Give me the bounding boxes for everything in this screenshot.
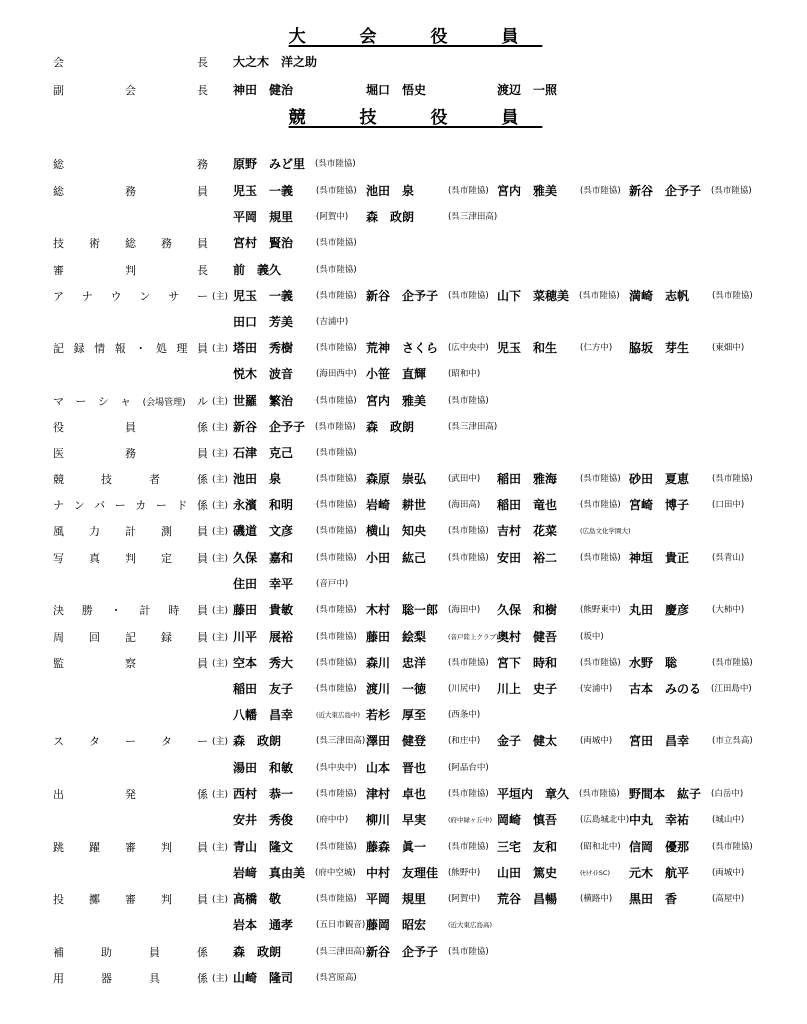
official-affiliation: (呉市陸協) (316, 684, 357, 694)
official-name: 宮下 時和 (497, 656, 558, 670)
official-row (0, 233, 807, 253)
official-affiliation: (呉市陸協) (448, 947, 489, 957)
official-name: 古本 みのる (629, 682, 702, 696)
official-name: 児玉 一義 (233, 184, 294, 198)
official-name: 森川 忠洋 (366, 656, 427, 670)
official-name: 岡崎 慎吾 (497, 813, 558, 827)
official-name: 神田 健治 (233, 83, 294, 97)
official-affiliation: (和庄中) (448, 736, 481, 746)
official-name: 木村 聡一郎 (366, 603, 439, 617)
official-row (0, 679, 807, 699)
official-row (0, 889, 807, 909)
role-label: 会 長 (53, 56, 208, 69)
official-name: 高橋 敬 (233, 892, 282, 906)
role-label: 審 判 長 (53, 264, 208, 277)
official-row (0, 364, 807, 384)
official-name: 八幡 昌幸 (233, 708, 294, 722)
chief-mark: (主) (212, 423, 229, 433)
official-row (0, 968, 807, 988)
official-name: 山下 菜穂美 (497, 289, 570, 303)
role-label: 役 員 係 (53, 421, 208, 434)
official-name: 池田 泉 (233, 472, 282, 486)
official-row (0, 391, 807, 411)
official-affiliation: (呉市陸協) (316, 894, 357, 904)
official-affiliation: (近大東広島中) (316, 711, 361, 719)
official-name: 森 政朗 (366, 420, 415, 434)
role-label: 風 力 計 測 員 (53, 525, 208, 538)
official-name: 新谷 企予子 (629, 184, 702, 198)
official-name: 新谷 企予子 (233, 420, 306, 434)
official-row (0, 154, 807, 174)
role-label: 決 勝 ・ 計 時 員 (53, 604, 208, 617)
role-label: 技 術 総 務 員 (53, 237, 208, 250)
official-name: 三宅 友和 (497, 840, 558, 854)
official-name: 原野 みど里 (233, 157, 306, 171)
official-name: 森原 崇弘 (366, 472, 427, 486)
chief-mark: (主) (212, 501, 229, 511)
official-affiliation: (呉市陸協) (448, 789, 489, 799)
official-row (0, 338, 807, 358)
official-name: 堀口 悟史 (366, 83, 427, 97)
official-name: 新谷 企予子 (366, 945, 439, 959)
official-name: 津村 卓也 (366, 787, 427, 801)
official-row (0, 758, 807, 778)
official-name: 森 政朗 (233, 734, 282, 748)
official-name: 水野 聡 (629, 656, 678, 670)
official-name: 稲田 雅海 (497, 472, 558, 486)
official-name: 神垣 貴正 (629, 551, 690, 565)
official-name: 金子 健太 (497, 734, 558, 748)
official-name: 若杉 厚至 (366, 708, 427, 722)
official-affiliation: (呉三津田高) (448, 212, 498, 222)
official-affiliation: (呉市陸協) (316, 291, 357, 301)
role-label: マ ー シ ャ (会場管理) ル (53, 395, 208, 408)
official-affiliation: (呉三津田高) (448, 422, 498, 432)
official-name: 池田 泉 (366, 184, 415, 198)
official-affiliation: (呉市陸協) (580, 474, 621, 484)
official-affiliation: (府中中) (316, 815, 349, 825)
official-row (0, 260, 807, 280)
official-affiliation: (五日市観音) (316, 920, 366, 930)
chief-mark: (主) (212, 344, 229, 354)
official-affiliation: (呉市陸協) (315, 422, 356, 432)
chief-mark: (主) (212, 895, 229, 905)
official-row (0, 942, 807, 962)
official-name: 新谷 企予子 (366, 289, 439, 303)
official-row (0, 837, 807, 857)
official-row (0, 181, 807, 201)
chief-mark: (主) (212, 397, 229, 407)
official-affiliation: (呉市陸協) (580, 500, 621, 510)
official-affiliation: (呉市陸協) (579, 789, 620, 799)
official-name: 森 政朗 (366, 210, 415, 224)
official-name: 奥村 健吾 (497, 630, 558, 644)
official-name: 青山 隆文 (233, 840, 294, 854)
official-name: 小笹 直輝 (366, 367, 427, 381)
role-label: 副 会 長 (53, 84, 208, 97)
official-row (0, 469, 807, 489)
official-affiliation: (江田島中) (711, 684, 752, 694)
official-affiliation: (呉市陸協) (316, 605, 357, 615)
official-name: 荒神 さくら (366, 341, 439, 355)
official-affiliation: (呉市陸協) (580, 658, 621, 668)
official-affiliation: (海田中) (448, 605, 481, 615)
official-affiliation: (呉市陸協) (580, 553, 621, 563)
official-name: 児玉 和生 (497, 341, 558, 355)
official-name: 中村 友理佳 (366, 866, 439, 880)
title-tournament-officers: 大 会 役 員 (288, 27, 543, 47)
official-affiliation: (呉市陸協) (579, 291, 620, 301)
official-name: 大之木 洋之助 (233, 55, 318, 69)
official-name: 山崎 隆司 (233, 971, 294, 985)
official-name: 元木 航平 (629, 866, 690, 880)
official-name: 湯田 和敏 (233, 761, 294, 775)
official-name: 藤田 絵梨 (366, 630, 427, 644)
official-name: 住田 幸平 (233, 577, 294, 591)
role-label: 総 務 員 (53, 185, 208, 198)
chief-mark: (主) (212, 843, 229, 853)
chief-mark: (主) (212, 527, 229, 537)
official-affiliation: (呉市陸協) (448, 553, 489, 563)
official-affiliation: (高屋中) (712, 894, 745, 904)
official-affiliation: (呉市陸協) (448, 526, 489, 536)
official-affiliation: (呉市陸協) (316, 265, 357, 275)
official-affiliation: (両城中) (712, 868, 745, 878)
official-affiliation: (呉市陸協) (316, 343, 357, 353)
chief-mark: (主) (212, 449, 229, 459)
official-affiliation: (口田中) (712, 500, 745, 510)
official-row (0, 705, 807, 725)
official-name: 宮田 昌幸 (629, 734, 690, 748)
official-row (0, 627, 807, 647)
official-affiliation: (熊野中) (448, 868, 481, 878)
official-name: 石津 克己 (233, 446, 294, 460)
official-name: 岩本 通孝 (233, 918, 294, 932)
official-name: 渡川 一徳 (366, 682, 427, 696)
official-name: 安田 裕二 (497, 551, 558, 565)
official-name: 藤森 眞一 (366, 840, 427, 854)
official-affiliation: (呉三津田高) (316, 736, 366, 746)
role-label: 医 務 員 (53, 447, 208, 460)
official-affiliation: (広島文化学園大) (580, 527, 631, 535)
official-affiliation: (呉三津田高) (316, 947, 366, 957)
official-affiliation: (音戸陸上クラブ) (448, 633, 499, 641)
official-name: 柳川 早実 (366, 813, 427, 827)
official-name: 小田 紘己 (366, 551, 427, 565)
official-affiliation: (仁方中) (580, 343, 613, 353)
official-affiliation: (呉市陸協) (316, 553, 357, 563)
official-affiliation: (呉市陸協) (448, 842, 489, 852)
official-affiliation: (吉浦中) (316, 317, 349, 327)
role-label: 総 務 (53, 158, 208, 171)
official-affiliation: (呉市陸協) (712, 658, 753, 668)
official-name: 宮内 雅美 (366, 394, 427, 408)
official-name: 黒田 香 (629, 892, 678, 906)
official-affiliation: (呉市陸協) (711, 186, 752, 196)
official-affiliation: (府中緑ヶ丘中) (448, 816, 493, 824)
official-affiliation: (呉宮原高) (316, 973, 357, 983)
chief-mark: (主) (212, 292, 229, 302)
official-name: 平垣内 章久 (497, 787, 570, 801)
official-affiliation: (呉市陸協) (316, 632, 357, 642)
official-row (0, 653, 807, 673)
official-row (0, 600, 807, 620)
role-label: 用 器 具 係 (53, 972, 208, 985)
official-affiliation: (呉市陸協) (448, 186, 489, 196)
official-name: 久保 和樹 (497, 603, 558, 617)
official-name: 空本 秀大 (233, 656, 294, 670)
official-name: 信岡 優那 (629, 840, 690, 854)
role-label: ア ナ ウ ン サ ー (53, 290, 208, 303)
official-row (0, 574, 807, 594)
official-affiliation: (呉市陸協) (712, 474, 753, 484)
official-affiliation: (呉市陸協) (580, 186, 621, 196)
role-label: 周 回 記 録 員 (53, 631, 208, 644)
chief-mark: (主) (212, 737, 229, 747)
official-name: 田口 芳美 (233, 315, 294, 329)
official-name: 前 義久 (233, 263, 282, 277)
official-name: 澤田 健登 (366, 734, 427, 748)
official-name: 山田 篤史 (497, 866, 558, 880)
official-affiliation: (呉市陸協) (448, 658, 489, 668)
official-affiliation: (安浦中) (580, 684, 613, 694)
official-name: 稲田 竜也 (497, 498, 558, 512)
chief-mark: (主) (212, 974, 229, 984)
official-name: 世羅 繁治 (233, 394, 294, 408)
official-affiliation: (呉市陸協) (316, 500, 357, 510)
official-row (0, 495, 807, 515)
official-name: 砂田 夏恵 (629, 472, 690, 486)
official-name: 平岡 規里 (366, 892, 427, 906)
official-affiliation: (海田高) (448, 500, 481, 510)
official-name: 磯道 文彦 (233, 524, 294, 538)
official-affiliation: (近大東広島高) (448, 921, 493, 929)
official-affiliation: (城山中) (712, 815, 745, 825)
official-row (0, 915, 807, 935)
official-name: 藤岡 昭宏 (366, 918, 427, 932)
role-label: 記 録 情 報 ・ 処 理 員 (53, 342, 208, 355)
chief-mark: (主) (212, 659, 229, 669)
official-affiliation: (阿賀中) (448, 894, 481, 904)
official-affiliation: (呉市陸協) (316, 448, 357, 458)
chief-mark: (主) (212, 475, 229, 485)
official-row (0, 312, 807, 332)
official-affiliation: (横路中) (580, 894, 613, 904)
official-name: 川平 展裕 (233, 630, 294, 644)
official-affiliation: (熊野東中) (580, 605, 621, 615)
official-affiliation: (海田西中) (316, 369, 357, 379)
official-name: 横山 知央 (366, 524, 427, 538)
official-affiliation: (昭和北中) (580, 842, 621, 852)
official-affiliation: (呉市陸協) (316, 396, 357, 406)
official-name: 児玉 一義 (233, 289, 294, 303)
official-name: 久保 嘉和 (233, 551, 294, 565)
role-label: ス タ ー タ ー (53, 735, 208, 748)
official-affiliation: (両城中) (580, 736, 613, 746)
official-affiliation: (昭和中) (448, 369, 481, 379)
official-affiliation: (白岳中) (711, 789, 744, 799)
official-affiliation: (ｾﾄﾅｲﾄSC) (580, 869, 610, 877)
title-technical-officials: 競 技 役 員 (288, 108, 543, 128)
official-affiliation: (西条中) (448, 710, 481, 720)
official-row (0, 863, 807, 883)
official-affiliation: (呉市陸協) (316, 526, 357, 536)
official-name: 宮村 賢治 (233, 236, 294, 250)
official-affiliation: (川尻中) (448, 684, 481, 694)
official-name: 岩崎 耕世 (366, 498, 427, 512)
official-name: 岩﨑 真由美 (233, 866, 306, 880)
official-row (0, 417, 807, 437)
official-name: 藤田 貴敏 (233, 603, 294, 617)
official-row (0, 521, 807, 541)
official-affiliation: (呉市陸協) (448, 396, 489, 406)
official-name: 平岡 規里 (233, 210, 294, 224)
official-name: 永濱 和明 (233, 498, 294, 512)
official-name: 安井 秀俊 (233, 813, 294, 827)
official-name: 西村 恭一 (233, 787, 294, 801)
official-affiliation: (呉市陸協) (712, 291, 753, 301)
official-row (0, 731, 807, 751)
official-affiliation: (呉市陸協) (316, 186, 357, 196)
official-affiliation: (武田中) (448, 474, 481, 484)
official-affiliation: (呉市陸協) (315, 159, 356, 169)
role-label: ナ ン バ ー カ ー ド 係 (53, 499, 208, 512)
official-row (0, 810, 807, 830)
official-affiliation: (呉市陸協) (316, 474, 357, 484)
role-label: 出 発 係 (53, 788, 208, 801)
official-name: 悦木 波音 (233, 367, 294, 381)
official-affiliation: (呉市陸協) (316, 842, 357, 852)
official-affiliation: (坂中) (580, 632, 604, 642)
role-label: 監 察 員 (53, 657, 208, 670)
official-row (0, 80, 807, 100)
official-name: 川上 史子 (497, 682, 558, 696)
chief-mark: (主) (212, 790, 229, 800)
official-affiliation: (市立呉高) (712, 736, 753, 746)
chief-mark: (主) (212, 633, 229, 643)
official-name: 宮崎 博子 (629, 498, 690, 512)
official-name: 吉村 花菜 (497, 524, 558, 538)
official-affiliation: (広中央中) (448, 343, 489, 353)
official-name: 荒谷 昌暢 (497, 892, 558, 906)
official-affiliation: (阿品台中) (448, 763, 489, 773)
official-affiliation: (府中空城) (315, 868, 356, 878)
official-affiliation: (音戸中) (316, 579, 349, 589)
official-affiliation: (呉市陸協) (316, 658, 357, 668)
official-affiliation: (呉中央中) (316, 763, 357, 773)
official-name: 稲田 友子 (233, 682, 294, 696)
official-row (0, 286, 807, 306)
official-affiliation: (大柿中) (712, 605, 745, 615)
official-name: 渡辺 一照 (497, 83, 558, 97)
official-row (0, 443, 807, 463)
official-row (0, 784, 807, 804)
role-label: 補 助 員 係 (53, 946, 208, 959)
official-affiliation: (呉市陸協) (316, 789, 357, 799)
official-row (0, 548, 807, 568)
official-affiliation: (呉市陸協) (316, 238, 357, 248)
role-label: 競 技 者 係 (53, 473, 208, 486)
official-affiliation: (呉市陸協) (712, 842, 753, 852)
chief-mark: (主) (212, 554, 229, 564)
role-label: 写 真 判 定 員 (53, 552, 208, 565)
role-sublabel: (会場管理) (142, 398, 186, 408)
official-name: 山本 晋也 (366, 761, 427, 775)
official-affiliation: (東畑中) (712, 343, 745, 353)
official-name: 森 政朗 (233, 945, 282, 959)
official-name: 野間本 紘子 (629, 787, 702, 801)
chief-mark: (主) (212, 606, 229, 616)
official-name: 満崎 志帆 (629, 289, 690, 303)
role-label: 跳 躍 審 判 員 (53, 841, 208, 854)
official-name: 中丸 幸祐 (629, 813, 690, 827)
official-row (0, 52, 807, 72)
official-affiliation: (広島城北中) (580, 815, 630, 825)
official-affiliation: (呉青山) (712, 553, 745, 563)
official-name: 丸田 慶彦 (629, 603, 690, 617)
official-name: 脇坂 芽生 (629, 341, 690, 355)
role-label: 投 擲 審 判 員 (53, 893, 208, 906)
official-affiliation: (呉市陸協) (448, 291, 489, 301)
official-row (0, 207, 807, 227)
official-affiliation: (阿賀中) (316, 212, 349, 222)
official-name: 宮内 雅美 (497, 184, 558, 198)
official-name: 塔田 秀樹 (233, 341, 294, 355)
